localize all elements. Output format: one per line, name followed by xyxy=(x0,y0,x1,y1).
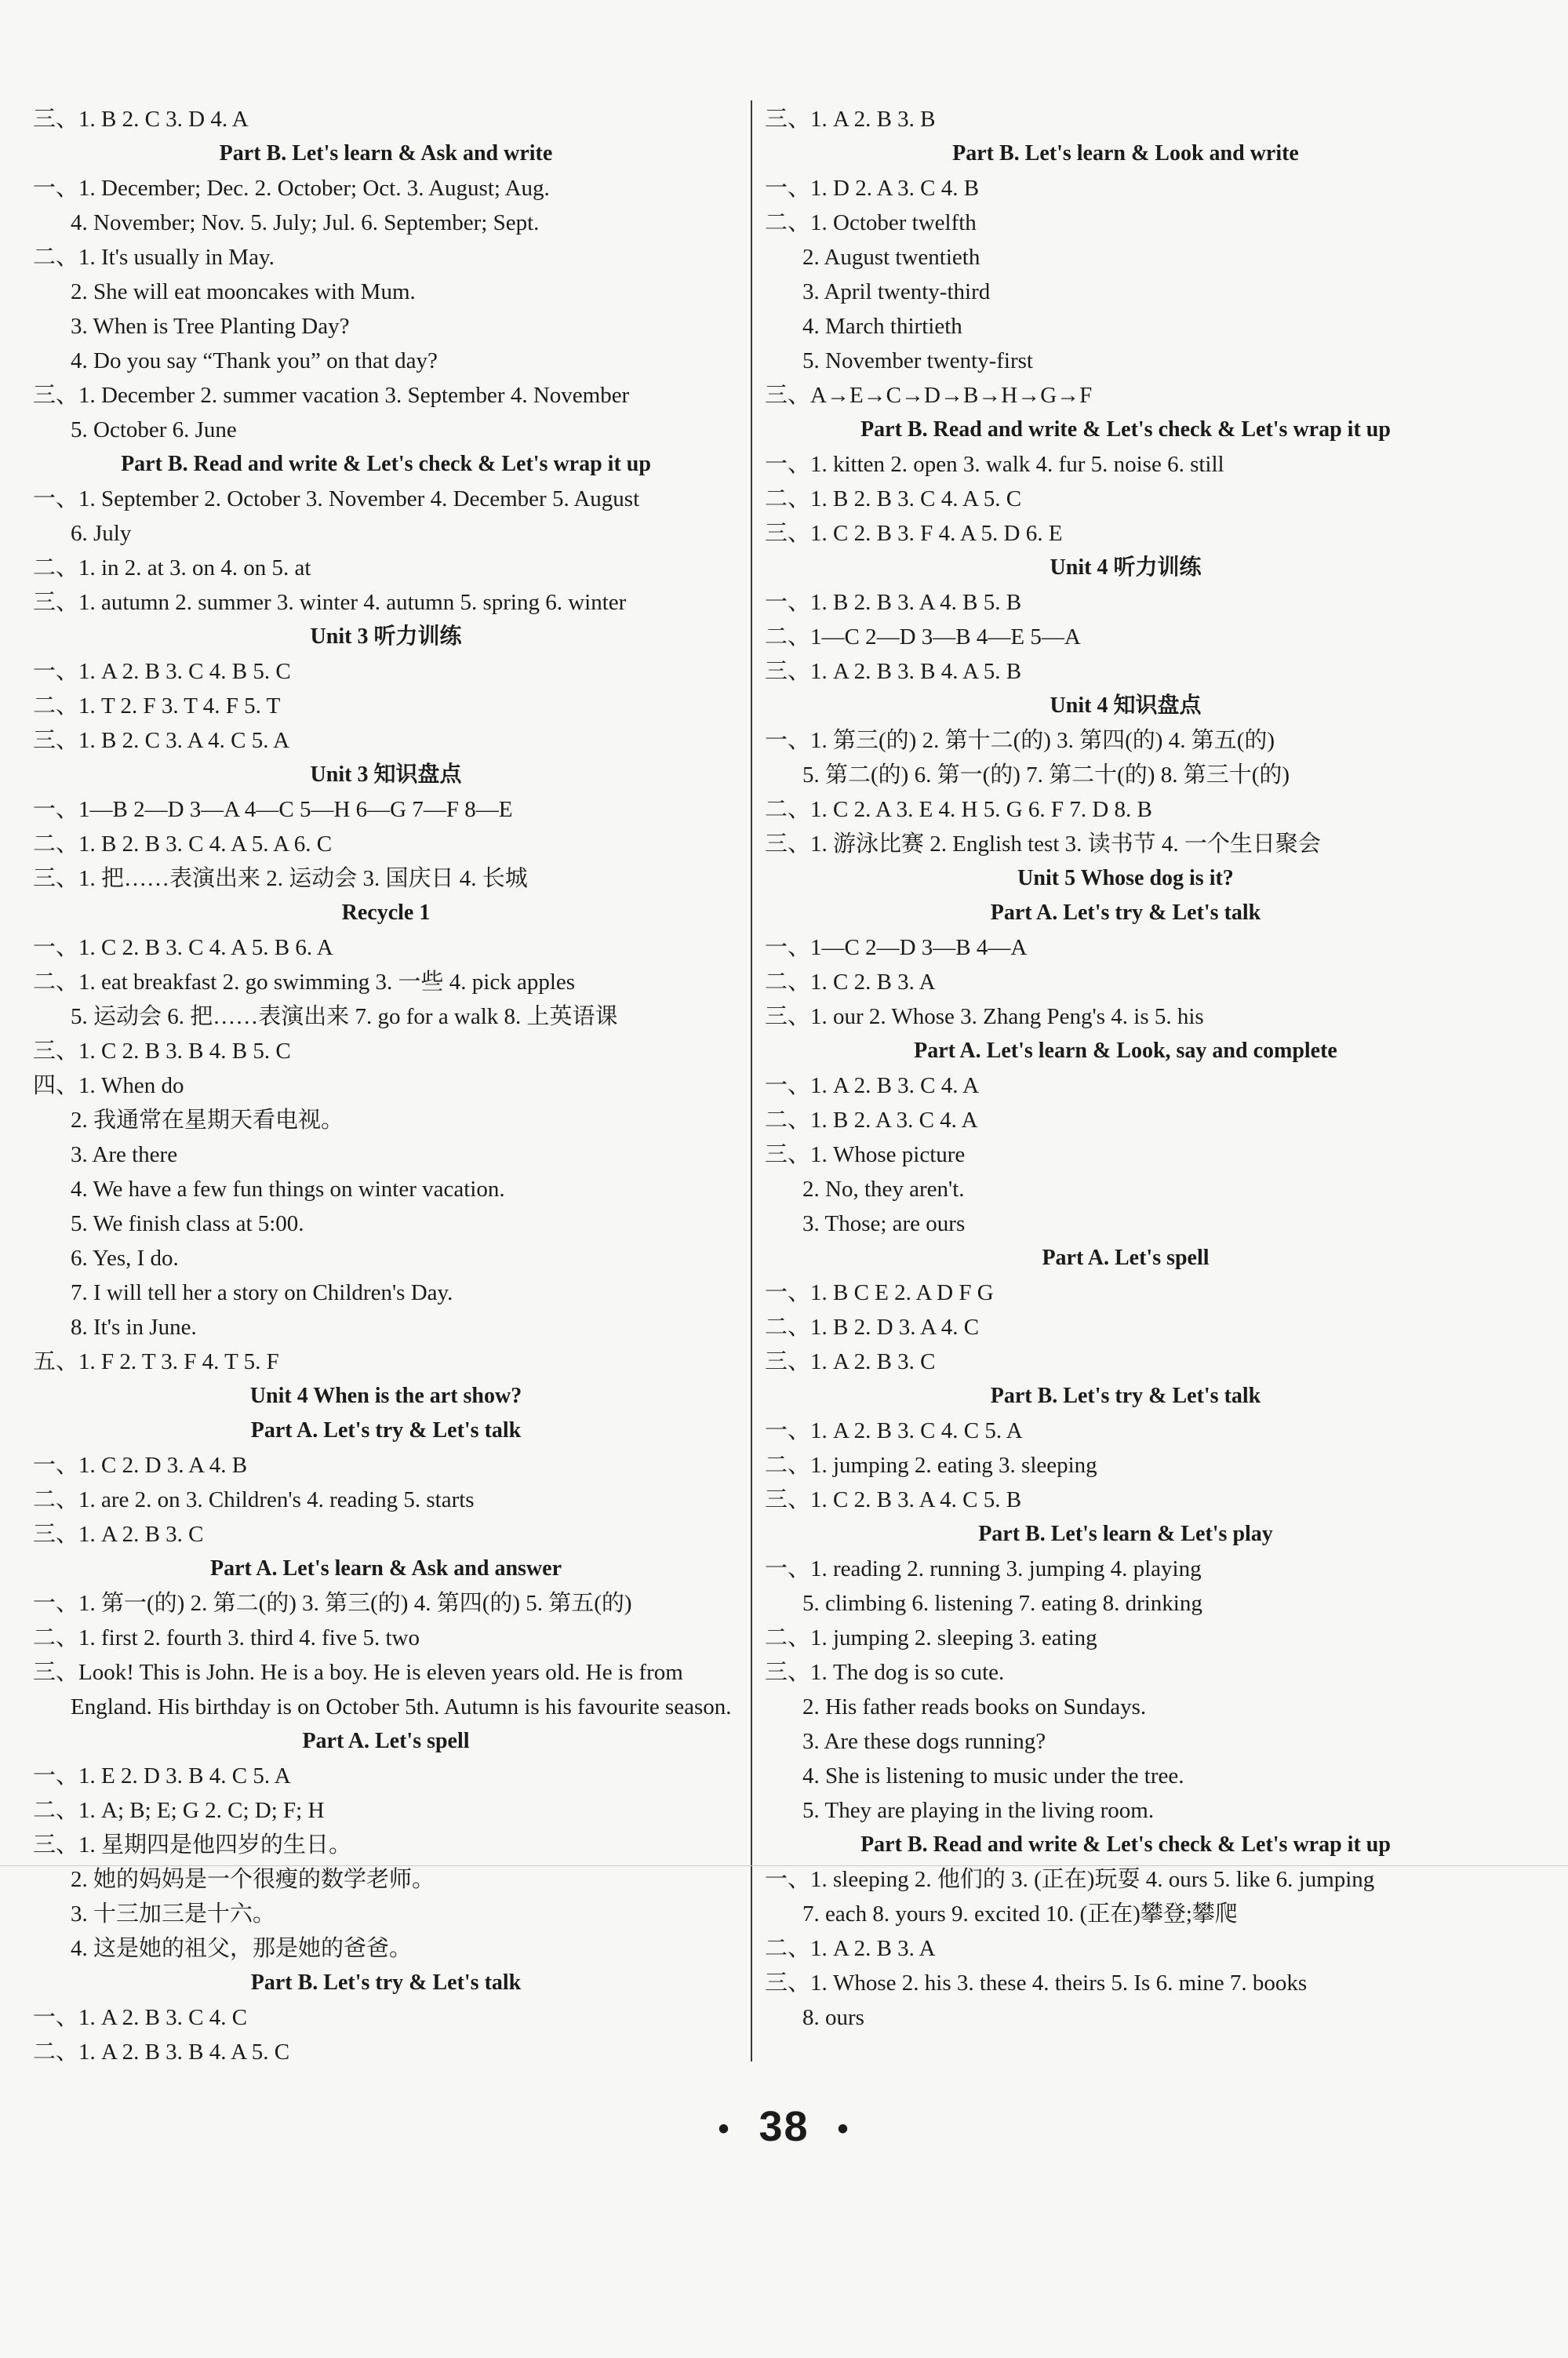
answer-line: 五、1. F 2. T 3. F 4. T 5. F xyxy=(33,1349,279,1374)
answer-line: 三、1. 把……表演出来 2. 运动会 3. 国庆日 4. 长城 xyxy=(33,866,528,891)
section-heading: Part A. Let's learn & Look, say and complete xyxy=(914,1039,1337,1063)
answer-line: 8. ours xyxy=(802,2005,864,2030)
answer-line: 一、1. E 2. D 3. B 4. C 5. A xyxy=(33,1763,291,1789)
answer-line: 二、1. jumping 2. sleeping 3. eating xyxy=(765,1625,1097,1650)
answer-line: 3. Are there xyxy=(71,1142,178,1167)
answer-line: 一、1—C 2—D 3—B 4—A xyxy=(765,935,1028,960)
answer-line: England. His birthday is on October 5th. Autumn is his favourite season. xyxy=(71,1694,732,1719)
right-column xyxy=(765,102,1486,2035)
answer-line: 三、1. Whose picture xyxy=(765,1142,966,1167)
answer-line: 二、1. C 2. A 3. E 4. H 5. G 6. F 7. D 8. B xyxy=(765,797,1152,822)
answer-line: 一、1. 第三(的) 2. 第十二(的) 3. 第四(的) 4. 第五(的) xyxy=(765,728,1275,753)
answer-line: 三、1. autumn 2. summer 3. winter 4. autumn 5. spring 6. winter xyxy=(33,590,627,615)
answer-line: 一、1. A 2. B 3. C 4. A xyxy=(765,1073,980,1098)
answer-line: 6. Yes, I do. xyxy=(71,1246,179,1271)
answer-line: 2. No, they aren't. xyxy=(802,1177,965,1202)
answer-line: 5. We finish class at 5:00. xyxy=(71,1211,304,1236)
page-number: 38 xyxy=(759,2103,809,2150)
section-heading: Part A. Let's try & Let's talk xyxy=(990,901,1261,925)
answer-line: 3. April twenty-third xyxy=(802,279,991,304)
answer-line: 三、1. 星期四是他四岁的生日。 xyxy=(33,1832,352,1858)
answer-line: 7. I will tell her a story on Children's Day. xyxy=(71,1280,453,1305)
answer-line: 一、1—B 2—D 3—A 4—C 5—H 6—G 7—F 8—E xyxy=(33,797,513,822)
section-heading: Unit 3 听力训练 xyxy=(310,624,462,649)
section-heading: Part A. Let's spell xyxy=(302,1729,470,1753)
answer-line: 5. November twenty-first xyxy=(802,348,1033,373)
answer-line: 三、1. C 2. B 3. A 4. C 5. B xyxy=(765,1487,1022,1512)
answer-line: 3. Are these dogs running? xyxy=(802,1729,1046,1754)
answer-line: 2. August twentieth xyxy=(802,245,980,270)
section-heading: Part B. Let's learn & Ask and write xyxy=(219,141,553,166)
answer-line: 三、1. C 2. B 3. B 4. B 5. C xyxy=(33,1039,291,1064)
section-heading: Part B. Let's learn & Let's play xyxy=(978,1522,1273,1546)
section-heading: Part B. Let's try & Let's talk xyxy=(990,1384,1261,1408)
answer-line: 三、Look! This is John. He is a boy. He is eleven years old. He is from xyxy=(33,1660,683,1685)
section-heading: Recycle 1 xyxy=(341,901,431,925)
section-heading: Unit 5 Whose dog is it? xyxy=(1017,866,1234,890)
section-heading: Part A. Let's try & Let's talk xyxy=(250,1418,522,1443)
section-heading: Part B. Let's learn & Look and write xyxy=(952,141,1299,166)
answer-line: 4. November; Nov. 5. July; Jul. 6. September; Sept. xyxy=(71,210,540,235)
answer-line: 一、1. C 2. D 3. A 4. B xyxy=(33,1453,248,1478)
answer-line: 2. She will eat mooncakes with Mum. xyxy=(71,279,416,304)
answer-line: 一、1. sleeping 2. 他们的 3. (正在)玩耍 4. ours 5. like 6. jumping xyxy=(765,1867,1375,1892)
answer-line: 二、1. It's usually in May. xyxy=(33,245,275,270)
answer-line: 一、1. December; Dec. 2. October; Oct. 3. August; Aug. xyxy=(33,176,550,201)
answer-line: 一、1. C 2. B 3. C 4. A 5. B 6. A xyxy=(33,935,333,960)
answer-line: 二、1. in 2. at 3. on 4. on 5. at xyxy=(33,555,311,580)
answer-line: 3. When is Tree Planting Day? xyxy=(71,314,350,339)
answer-line: 三、1. our 2. Whose 3. Zhang Peng's 4. is 5. his xyxy=(765,1004,1204,1029)
answer-line: 二、1—C 2—D 3—B 4—E 5—A xyxy=(765,624,1081,650)
answer-line: 一、1. reading 2. running 3. jumping 4. playing xyxy=(765,1556,1202,1581)
answer-line: 7. each 8. yours 9. excited 10. (正在)攀登;攀爬 xyxy=(802,1901,1238,1927)
answer-line: 3. 十三加三是十六。 xyxy=(71,1901,276,1927)
answer-line: 二、1. B 2. A 3. C 4. A xyxy=(765,1108,978,1133)
answer-line: 一、1. D 2. A 3. C 4. B xyxy=(765,176,980,201)
section-heading: Part B. Let's try & Let's talk xyxy=(250,1970,522,1995)
answer-line: 三、A→E→C→D→B→H→G→F xyxy=(765,383,1093,408)
section-heading: Unit 4 知识盘点 xyxy=(1050,693,1202,718)
answer-line: 一、1. September 2. October 3. November 4. December 5. August xyxy=(33,486,640,511)
answer-line: 二、1. A; B; E; G 2. C; D; F; H xyxy=(33,1798,325,1823)
answer-line: 二、1. are 2. on 3. Children's 4. reading 5. starts xyxy=(33,1487,475,1512)
column-divider xyxy=(751,100,752,2061)
bullet-dot-right: • xyxy=(837,2112,850,2147)
answer-line: 三、1. A 2. B 3. C xyxy=(33,1522,204,1547)
answer-line: 三、1. The dog is so cute. xyxy=(765,1660,1005,1685)
answer-line: 一、1. 第一(的) 2. 第二(的) 3. 第三(的) 4. 第四(的) 5. 第五(的) xyxy=(33,1591,632,1616)
answer-line: 4. We have a few fun things on winter vacation. xyxy=(71,1177,505,1202)
bullet-dot-left: • xyxy=(718,2112,731,2147)
answer-line: 6. July xyxy=(71,521,132,546)
answer-line: 三、1. B 2. C 3. A 4. C 5. A xyxy=(33,728,290,753)
answer-line: 二、1. jumping 2. eating 3. sleeping xyxy=(765,1453,1097,1478)
answer-line: 三、1. A 2. B 3. B xyxy=(765,107,936,132)
answer-line: 4. Do you say “Thank you” on that day? xyxy=(71,348,438,373)
page-crease xyxy=(0,1865,1568,1866)
answer-line: 二、1. B 2. B 3. C 4. A 5. C xyxy=(765,486,1022,511)
answer-line: 三、1. A 2. B 3. C xyxy=(765,1349,936,1374)
answer-line: 二、1. C 2. B 3. A xyxy=(765,970,936,995)
answer-line: 2. 她的妈妈是一个很瘦的数学老师。 xyxy=(71,1867,435,1892)
answer-line: 4. She is listening to music under the tree. xyxy=(802,1763,1184,1789)
answer-line: 5. October 6. June xyxy=(71,417,237,442)
answer-line: 三、1. B 2. C 3. D 4. A xyxy=(33,107,249,132)
answer-line: 2. His father reads books on Sundays. xyxy=(802,1694,1147,1719)
section-heading: Unit 3 知识盘点 xyxy=(310,762,462,787)
answer-line: 二、1. T 2. F 3. T 4. F 5. T xyxy=(33,693,281,719)
answer-line: 二、1. A 2. B 3. A xyxy=(765,1936,936,1961)
section-heading: Part A. Let's learn & Ask and answer xyxy=(210,1556,562,1581)
answer-line: 三、1. December 2. summer vacation 3. September 4. November xyxy=(33,383,630,408)
page-number-area xyxy=(0,2102,1568,2151)
answer-line: 四、1. When do xyxy=(33,1073,184,1098)
answer-line: 8. It's in June. xyxy=(71,1315,197,1340)
answer-line: 2. 我通常在星期天看电视。 xyxy=(71,1108,344,1133)
answer-line: 三、1. 游泳比赛 2. English test 3. 读书节 4. 一个生日聚会 xyxy=(765,831,1321,857)
answer-line: 5. 第二(的) 6. 第一(的) 7. 第二十(的) 8. 第三十(的) xyxy=(802,762,1290,788)
answer-line: 一、1. B C E 2. A D F G xyxy=(765,1280,994,1305)
answer-line: 二、1. B 2. B 3. C 4. A 5. A 6. C xyxy=(33,831,333,857)
answer-line: 5. climbing 6. listening 7. eating 8. drinking xyxy=(802,1591,1202,1616)
answer-line: 三、1. C 2. B 3. F 4. A 5. D 6. E xyxy=(765,521,1063,546)
answer-line: 4. 这是她的祖父，那是她的爸爸。 xyxy=(71,1936,413,1961)
section-heading: Part B. Read and write & Let's check & Let's wrap it up xyxy=(860,417,1391,442)
answer-line: 二、1. eat breakfast 2. go swimming 3. 一些 4. pick apples xyxy=(33,970,576,995)
answer-line: 5. They are playing in the living room. xyxy=(802,1798,1155,1823)
answer-line: 二、1. A 2. B 3. B 4. A 5. C xyxy=(33,2040,290,2065)
section-heading: Part B. Read and write & Let's check & Let's wrap it up xyxy=(121,452,651,476)
answer-line: 二、1. first 2. fourth 3. third 4. five 5. two xyxy=(33,1625,420,1650)
answer-line: 4. March thirtieth xyxy=(802,314,962,339)
answer-line: 二、1. B 2. D 3. A 4. C xyxy=(765,1315,980,1340)
answer-line: 一、1. A 2. B 3. C 4. C 5. A xyxy=(765,1418,1023,1443)
answer-line: 5. 运动会 6. 把……表演出来 7. go for a walk 8. 上英语课 xyxy=(71,1004,618,1029)
section-heading: Unit 4 When is the art show? xyxy=(249,1384,522,1408)
section-heading: Part B. Read and write & Let's check & Let's wrap it up xyxy=(860,1832,1391,1857)
section-heading: Part A. Let's spell xyxy=(1042,1246,1210,1270)
answer-line: 3. Those; are ours xyxy=(802,1211,966,1236)
answer-line: 一、1. A 2. B 3. C 4. B 5. C xyxy=(33,659,291,684)
answer-line: 三、1. A 2. B 3. B 4. A 5. B xyxy=(765,659,1022,684)
answer-line: 一、1. A 2. B 3. C 4. C xyxy=(33,2005,248,2030)
left-column xyxy=(33,102,739,2069)
section-heading: Unit 4 听力训练 xyxy=(1050,555,1202,580)
answer-line: 二、1. October twelfth xyxy=(765,210,977,235)
answer-line: 一、1. B 2. B 3. A 4. B 5. B xyxy=(765,590,1022,615)
answer-line: 三、1. Whose 2. his 3. these 4. theirs 5. Is 6. mine 7. books xyxy=(765,1970,1308,1996)
answer-line: 一、1. kitten 2. open 3. walk 4. fur 5. noise 6. still xyxy=(765,452,1224,477)
